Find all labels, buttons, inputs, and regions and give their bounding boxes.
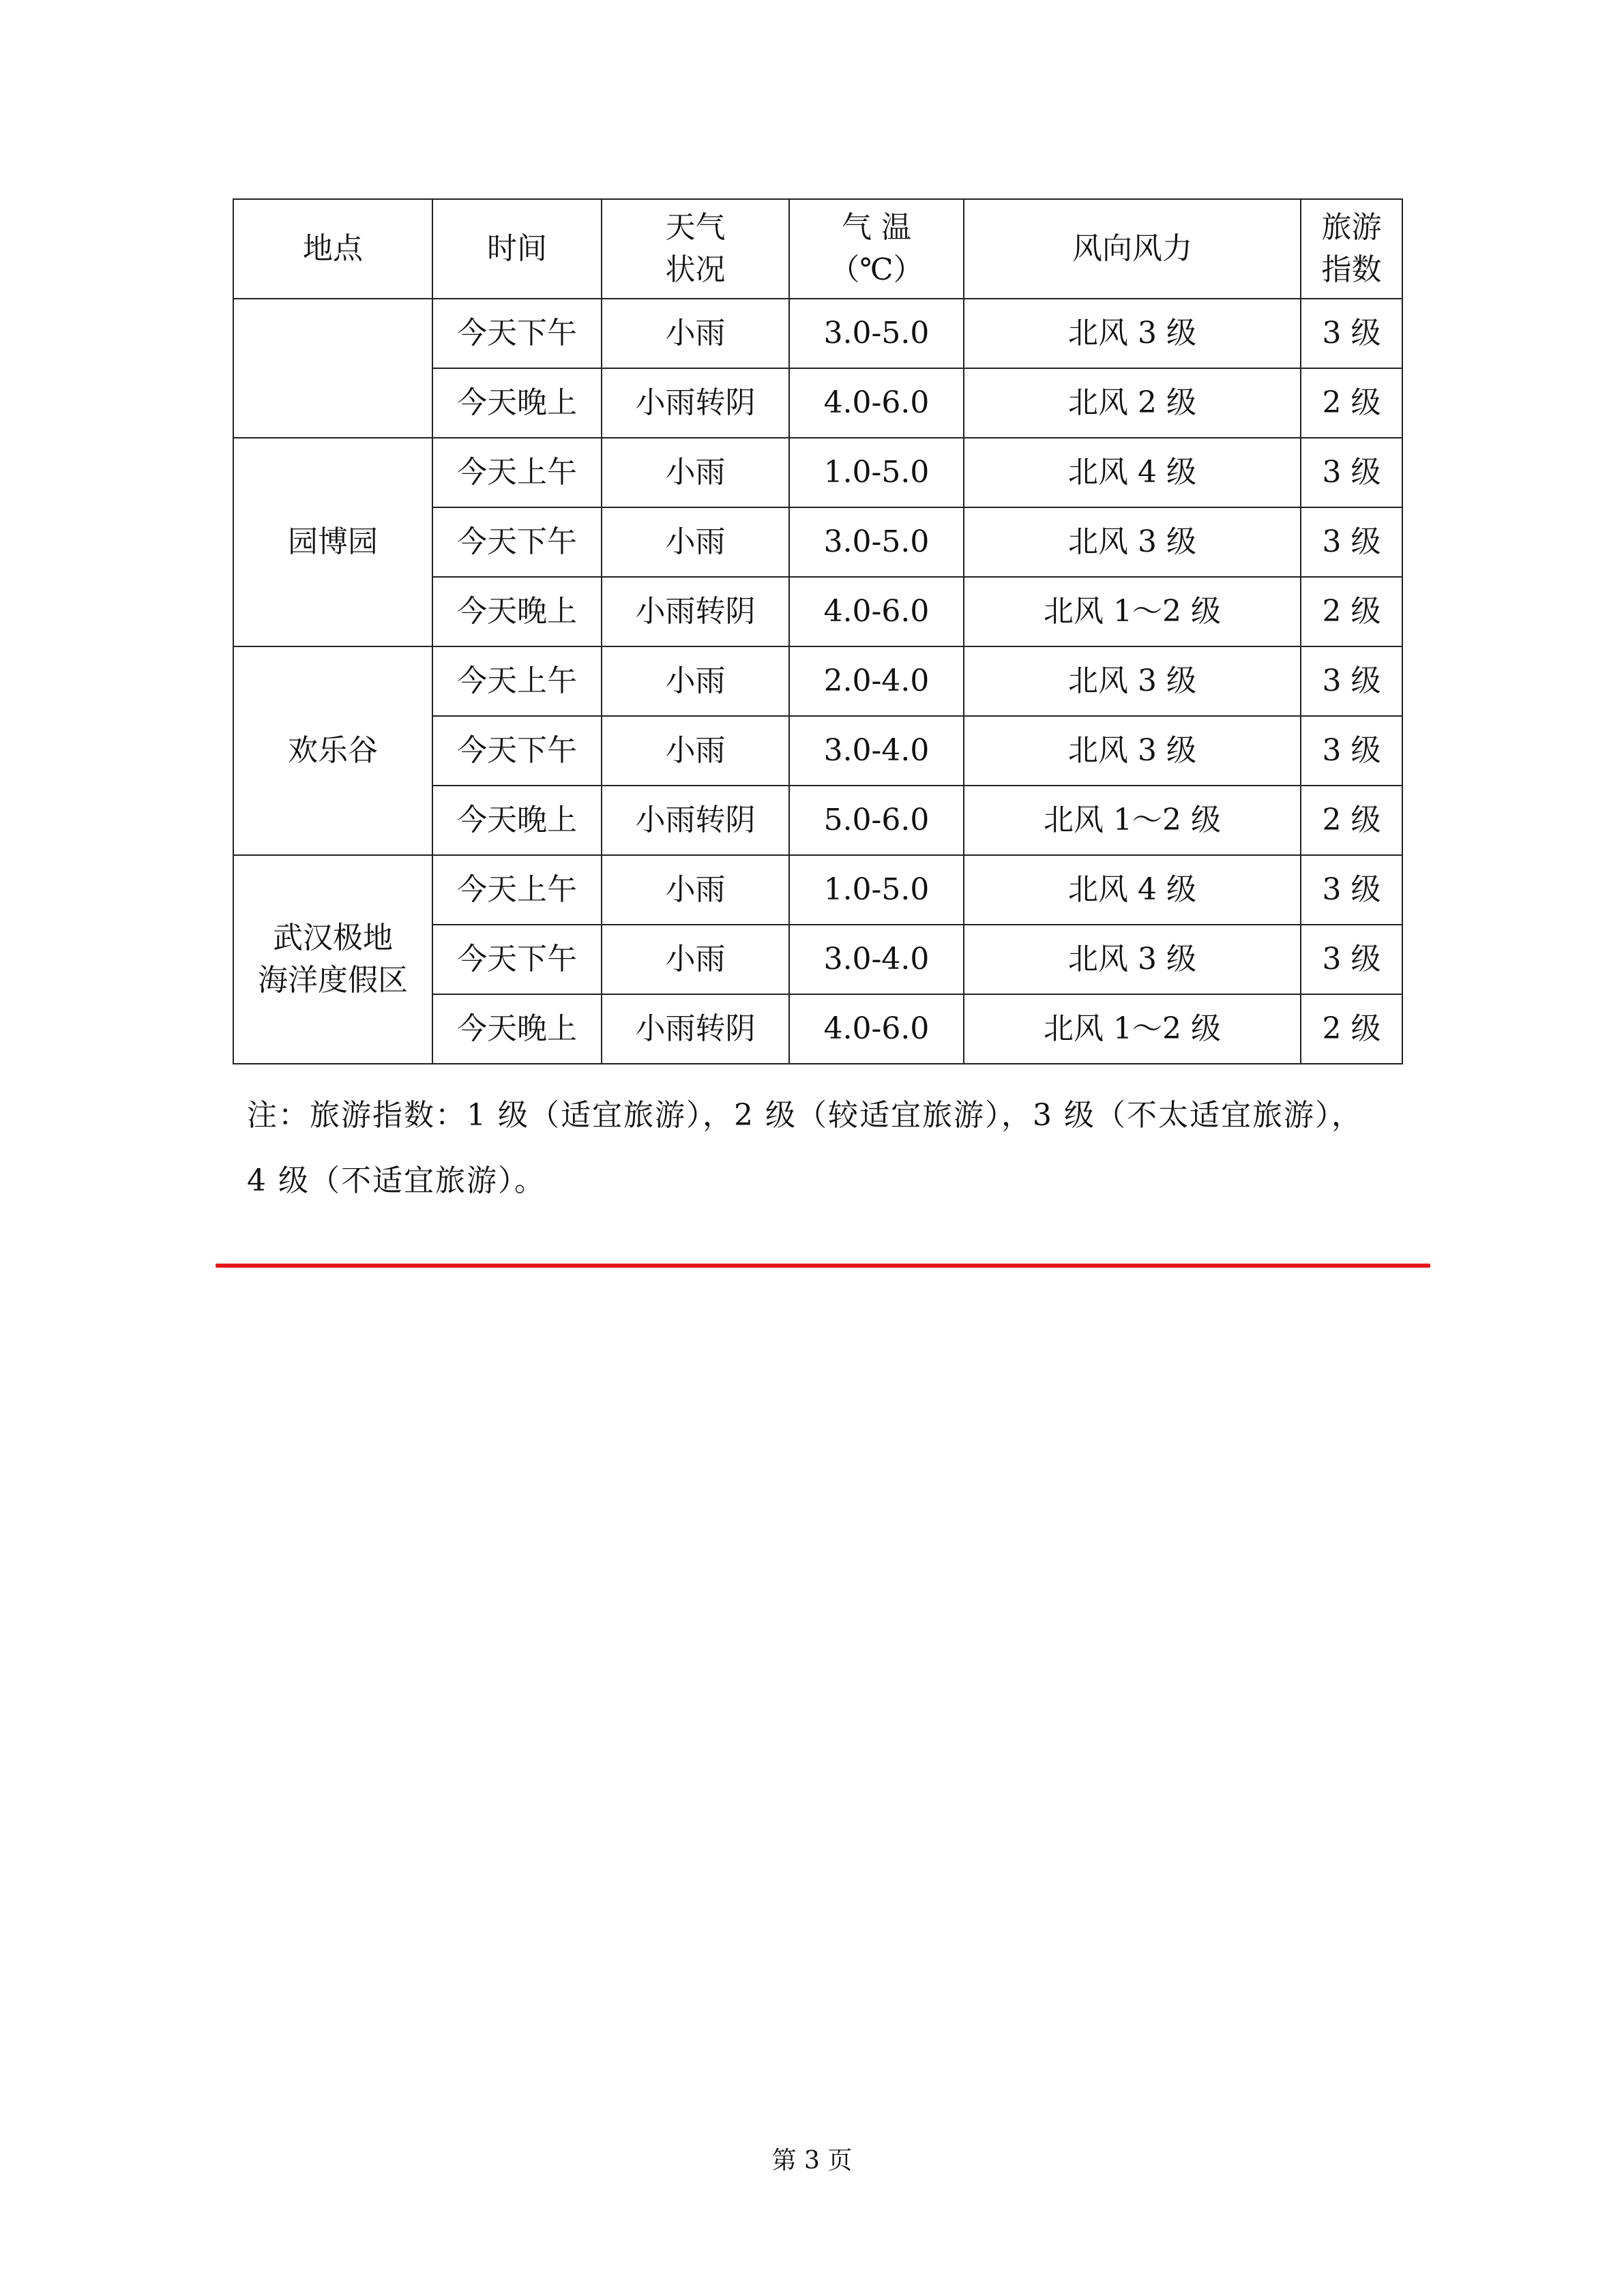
travel-index-note (247, 1083, 1406, 1214)
temperature-cell: 5.0-6.0 (789, 786, 964, 855)
travel-index-cell: 3 级 (1301, 855, 1402, 925)
location-cell (233, 299, 432, 438)
header-time: 时间 (432, 199, 602, 299)
travel-index-cell: 2 级 (1301, 994, 1402, 1064)
wind-cell: 北风 3 级 (964, 925, 1301, 994)
header-temperature-line2: （℃） (829, 252, 924, 287)
time-cell: 今天晚上 (432, 994, 602, 1064)
wind-cell: 北风 1～2 级 (964, 994, 1301, 1064)
travel-index-cell: 3 级 (1301, 646, 1402, 716)
travel-index-cell: 3 级 (1301, 716, 1402, 786)
header-weather-line1: 天气 (665, 210, 726, 245)
weather-cell: 小雨转阴 (602, 368, 789, 438)
header-weather-line2: 状况 (665, 252, 726, 287)
header-wind: 风向风力 (964, 199, 1301, 299)
red-divider-line (216, 1264, 1430, 1268)
weather-cell: 小雨转阴 (602, 786, 789, 855)
weather-cell: 小雨 (602, 716, 789, 786)
weather-cell: 小雨 (602, 855, 789, 925)
time-cell: 今天晚上 (432, 577, 602, 646)
travel-index-cell: 3 级 (1301, 507, 1402, 577)
time-cell: 今天上午 (432, 646, 602, 716)
wind-cell: 北风 3 级 (964, 646, 1301, 716)
header-temperature (789, 199, 964, 299)
table-header-row (233, 199, 1402, 299)
weather-cell: 小雨 (602, 438, 789, 507)
location-cell: 欢乐谷 (233, 646, 432, 855)
time-cell: 今天上午 (432, 855, 602, 925)
wind-cell: 北风 4 级 (964, 855, 1301, 925)
wind-cell: 北风 2 级 (964, 368, 1301, 438)
travel-index-cell: 3 级 (1301, 299, 1402, 368)
page-number: 第 3 页 (771, 2147, 853, 2175)
header-location: 地点 (233, 199, 432, 299)
time-cell: 今天下午 (432, 507, 602, 577)
weather-cell: 小雨 (602, 925, 789, 994)
location-line2: 海洋度假区 (258, 963, 408, 998)
table-row (233, 855, 1402, 925)
wind-cell: 北风 3 级 (964, 299, 1301, 368)
table-row (233, 438, 1402, 507)
travel-index-cell: 3 级 (1301, 438, 1402, 507)
temperature-cell: 3.0-5.0 (789, 299, 964, 368)
weather-cell: 小雨 (602, 507, 789, 577)
weather-forecast-table (233, 198, 1403, 1064)
wind-cell: 北风 3 级 (964, 716, 1301, 786)
wind-cell: 北风 1～2 级 (964, 786, 1301, 855)
temperature-cell: 4.0-6.0 (789, 368, 964, 438)
weather-cell: 小雨转阴 (602, 994, 789, 1064)
location-cell: 园博园 (233, 438, 432, 646)
header-temperature-line1: 气 温 (842, 210, 911, 245)
header-index-line1: 旅游 (1321, 210, 1382, 245)
wind-cell: 北风 4 级 (964, 438, 1301, 507)
time-cell: 今天下午 (432, 716, 602, 786)
time-cell: 今天晚上 (432, 786, 602, 855)
travel-index-cell: 2 级 (1301, 368, 1402, 438)
travel-index-cell: 3 级 (1301, 925, 1402, 994)
table-row (233, 646, 1402, 716)
time-cell: 今天下午 (432, 925, 602, 994)
temperature-cell: 3.0-4.0 (789, 925, 964, 994)
temperature-cell: 2.0-4.0 (789, 646, 964, 716)
temperature-cell: 3.0-4.0 (789, 716, 964, 786)
weather-cell: 小雨转阴 (602, 577, 789, 646)
temperature-cell: 4.0-6.0 (789, 577, 964, 646)
temperature-cell: 1.0-5.0 (789, 855, 964, 925)
time-cell: 今天晚上 (432, 368, 602, 438)
temperature-cell: 1.0-5.0 (789, 438, 964, 507)
wind-cell: 北风 1～2 级 (964, 577, 1301, 646)
table-row (233, 299, 1402, 368)
note-line1: 注：旅游指数：1 级（适宜旅游），2 级（较适宜旅游），3 级（不太适宜旅游）， (247, 1098, 1363, 1133)
weather-cell: 小雨 (602, 646, 789, 716)
travel-index-cell: 2 级 (1301, 577, 1402, 646)
note-line2: 4 级（不适宜旅游）。 (247, 1163, 546, 1198)
location-cell (233, 855, 432, 1064)
weather-cell: 小雨 (602, 299, 789, 368)
temperature-cell: 3.0-5.0 (789, 507, 964, 577)
time-cell: 今天上午 (432, 438, 602, 507)
wind-cell: 北风 3 级 (964, 507, 1301, 577)
temperature-cell: 4.0-6.0 (789, 994, 964, 1064)
header-travel-index (1301, 199, 1402, 299)
travel-index-cell: 2 级 (1301, 786, 1402, 855)
time-cell: 今天下午 (432, 299, 602, 368)
header-weather (602, 199, 789, 299)
location-line1: 武汉极地 (273, 921, 393, 955)
header-index-line2: 指数 (1321, 252, 1382, 287)
